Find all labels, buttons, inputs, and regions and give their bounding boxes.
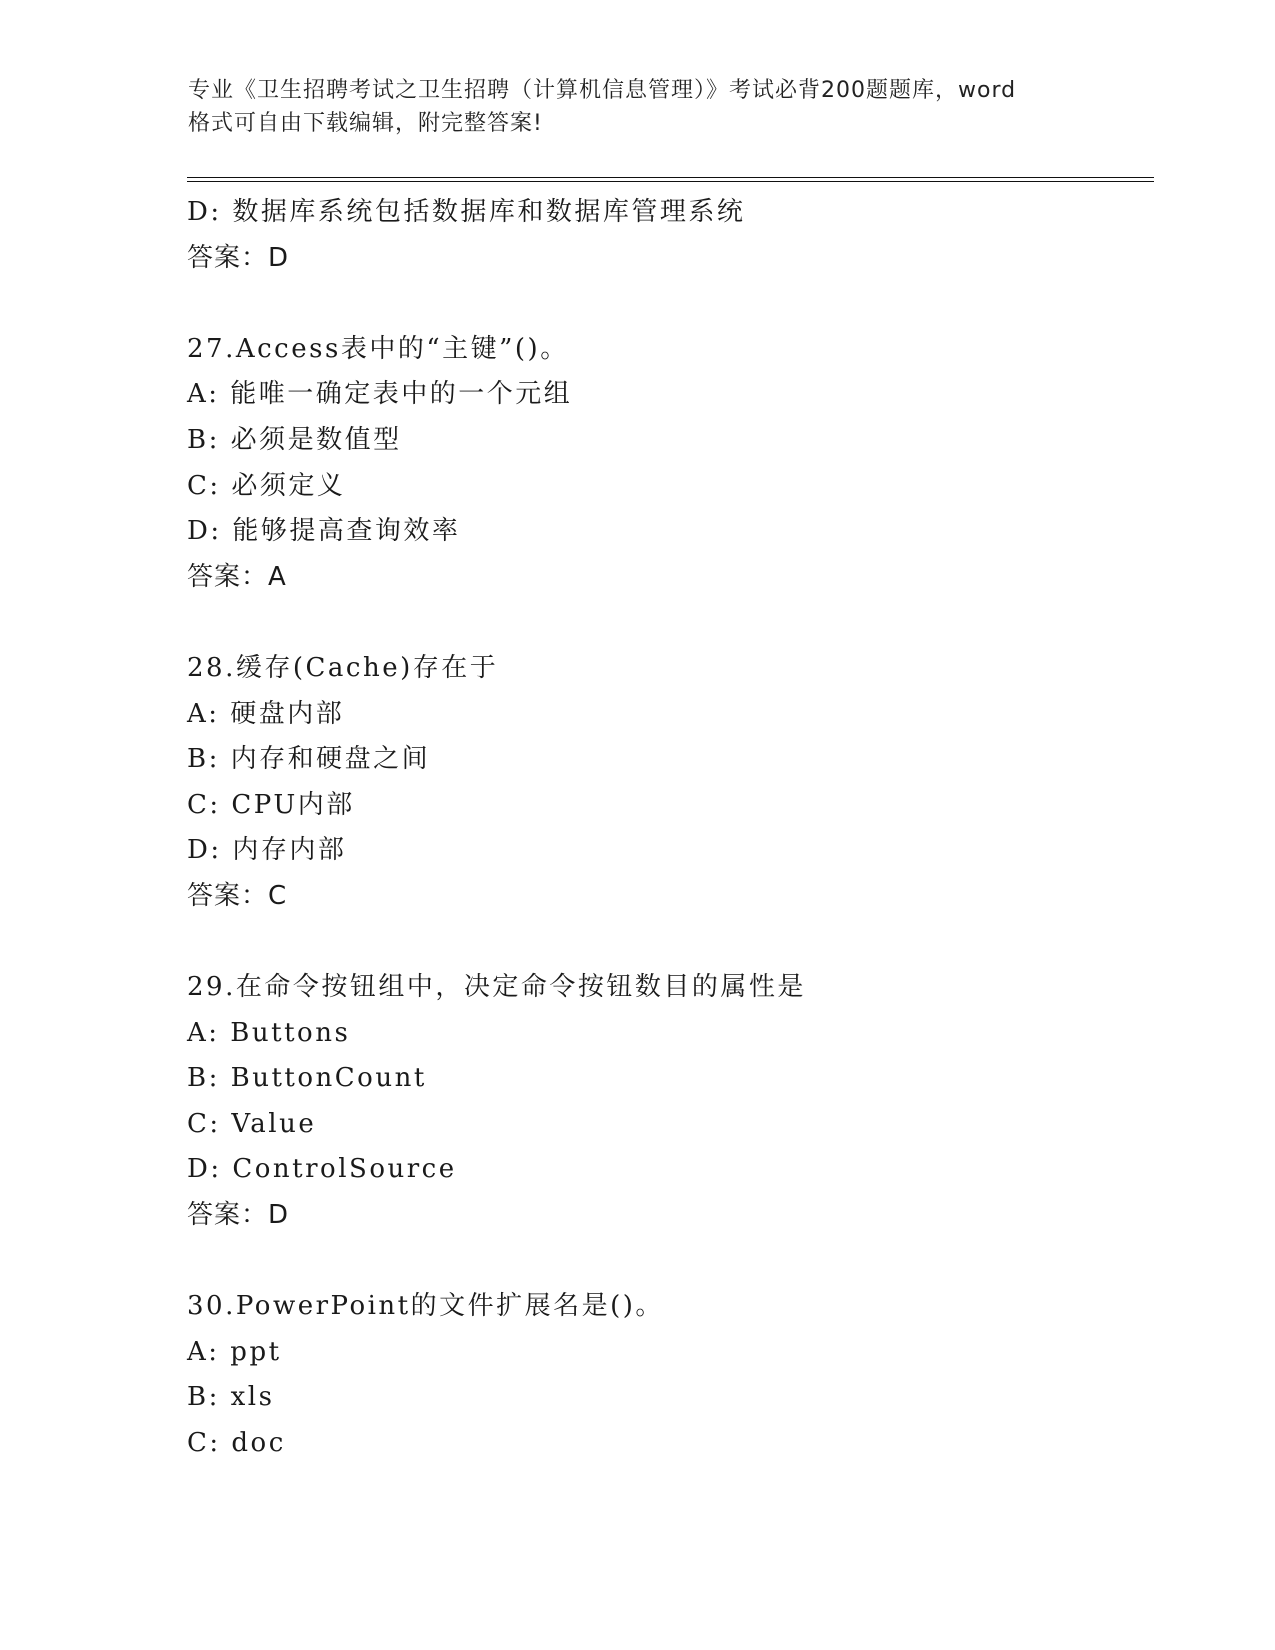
option-d: D: 能够提高查询效率 (187, 516, 461, 547)
question-stem: 29.在命令按钮组中，决定命令按钮数目的属性是 (187, 972, 806, 1003)
question-stem: 30.PowerPoint的文件扩展名是()。 (187, 1291, 664, 1322)
option-a: A: 硬盘内部 (187, 698, 345, 729)
spacer (187, 920, 1154, 966)
answer-line: 答案：D (187, 242, 290, 273)
header-line-2: 格式可自由下载编辑，附完整答案! (188, 111, 543, 136)
answer-line: 答案：D (187, 1200, 290, 1231)
spacer (187, 600, 1154, 646)
header-divider (187, 177, 1154, 182)
header-line-1: 专业《卫生招聘考试之卫生招聘（计算机信息管理）》考试必背200题题库，word (188, 78, 1017, 103)
question-stem: 27.Access表中的“主键”()。 (187, 333, 569, 364)
answer-line: 答案：A (187, 561, 287, 592)
option-a: A: ppt (187, 1336, 282, 1367)
option-b: B: 必须是数值型 (187, 424, 402, 455)
question-block (187, 327, 1154, 601)
option-c: C: Value (187, 1108, 317, 1139)
question-block (187, 646, 1154, 920)
option-d: D: 数据库系统包括数据库和数据库管理系统 (187, 197, 746, 227)
question-block (187, 965, 1154, 1239)
spacer (187, 1239, 1154, 1285)
document-header (188, 74, 1088, 140)
question-block (187, 1284, 1154, 1466)
option-a: A: 能唯一确定表中的一个元组 (187, 379, 573, 410)
question-list (187, 190, 1154, 1467)
spacer (187, 281, 1154, 327)
option-d: D: ControlSource (187, 1154, 457, 1185)
option-c: C: doc (187, 1428, 286, 1459)
option-b: B: xls (187, 1382, 275, 1413)
question-stem: 28.缓存(Cache)存在于 (187, 652, 499, 683)
answer-line: 答案：C (187, 880, 288, 911)
option-a: A: Buttons (187, 1017, 351, 1048)
option-d: D: 内存内部 (187, 835, 347, 866)
option-c: C: CPU内部 (187, 789, 355, 820)
option-b: B: 内存和硬盘之间 (187, 744, 431, 775)
option-b: B: ButtonCount (187, 1063, 427, 1094)
option-c: C: 必须定义 (187, 470, 346, 501)
